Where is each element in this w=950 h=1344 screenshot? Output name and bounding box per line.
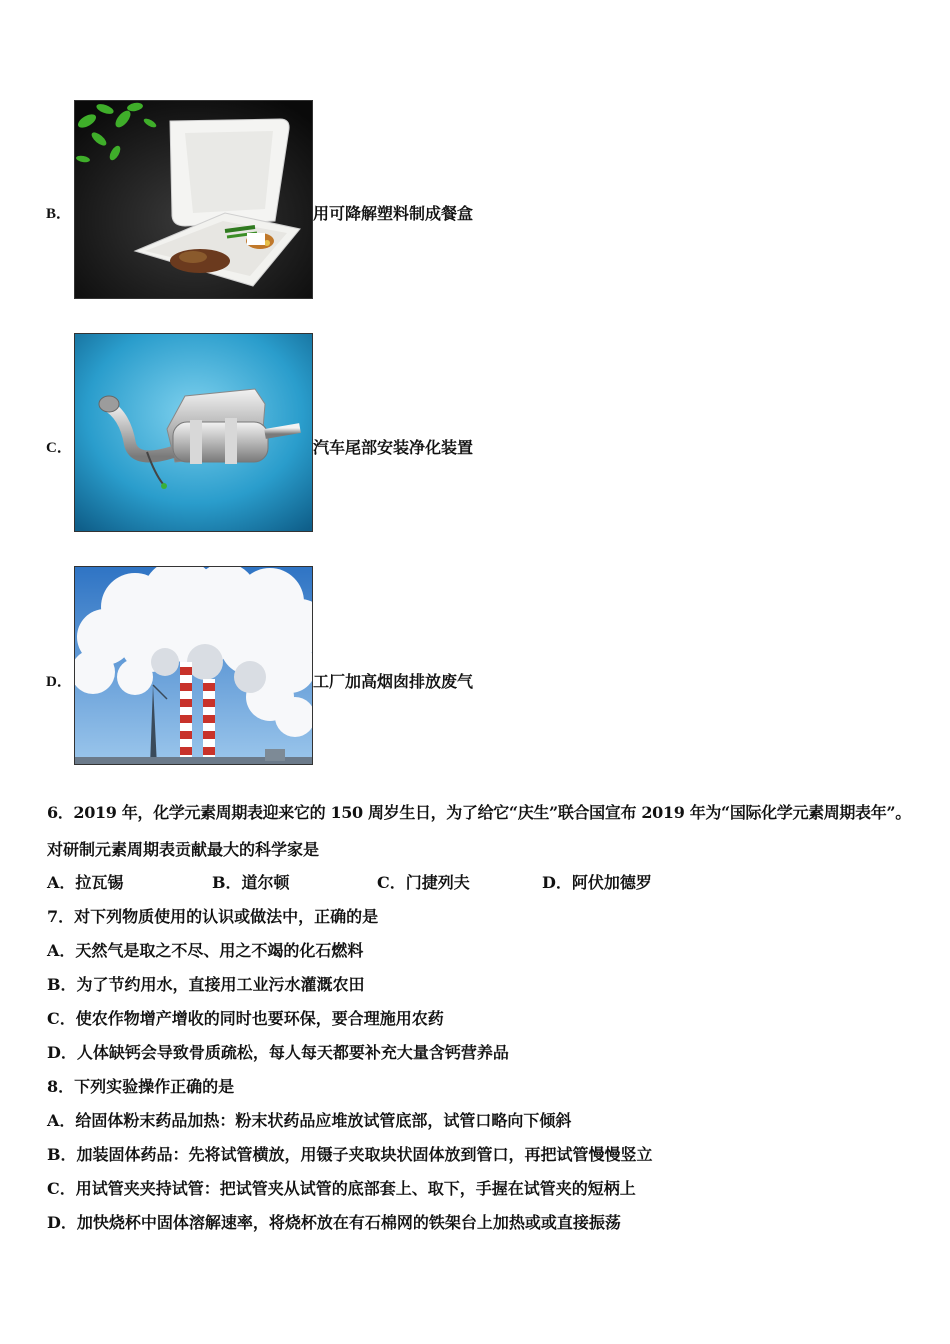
- option-d-label: D．: [46, 674, 72, 690]
- question-6-stem-line1: 6．2019 年，化学元素周期表迎来它的 150 周岁生日，为了给它“庆生”联合国宣布 2019 年为“国际化学元素周期表年”。: [47, 803, 911, 822]
- question-6-option-b: B．道尔顿: [212, 873, 290, 892]
- question-7-option-d: D．人体缺钙会导致骨质疏松，每人每天都要补充大量含钙营养品: [47, 1043, 509, 1062]
- option-d-caption: 工厂加高烟囱排放废气: [313, 672, 474, 691]
- option-b-label: B．: [46, 206, 72, 222]
- question-8-option-c: C．用试管夹夹持试管：把试管夹从试管的底部套上、取下，手握在试管夹的短柄上: [47, 1179, 636, 1198]
- option-c-label: C．: [46, 440, 72, 456]
- factory-chimney-icon: [75, 567, 313, 765]
- catalytic-converter-icon: [75, 334, 313, 532]
- question-7-option-a: A．天然气是取之不尽、用之不竭的化石燃料: [47, 941, 364, 960]
- question-6-option-c: C．门捷列夫: [377, 873, 470, 892]
- question-6-option-a: A．拉瓦锡: [47, 873, 124, 892]
- question-8-option-a: A．给固体粉末药品加热：粉末状药品应堆放试管底部，试管口略向下倾斜: [47, 1111, 572, 1130]
- factory-chimney-smoke-photo: [74, 566, 313, 765]
- question-6-option-d: D．阿伏加德罗: [542, 873, 652, 892]
- option-b-caption: 用可降解塑料制成餐盒: [313, 204, 474, 223]
- option-c-caption: 汽车尾部安装净化装置: [313, 438, 474, 457]
- question-8-option-b: B．加装固体药品：先将试管横放，用镊子夹取块状固体放到管口，再把试管慢慢竖立: [47, 1145, 653, 1164]
- question-6-stem-line2: 对研制元素周期表贡献最大的科学家是: [47, 840, 320, 859]
- question-7-option-b: B．为了节约用水，直接用工业污水灌溉农田: [47, 975, 365, 994]
- biodegradable-lunch-box-photo: [74, 100, 313, 299]
- lunch-box-icon: [75, 101, 313, 299]
- question-8-option-d: D．加快烧杯中固体溶解速率，将烧杯放在有石棉网的铁架台上加热或或直接振荡: [47, 1213, 621, 1232]
- question-7-stem: 7．对下列物质使用的认识或做法中，正确的是: [47, 907, 379, 926]
- question-8-stem: 8．下列实验操作正确的是: [47, 1077, 235, 1096]
- catalytic-converter-photo: [74, 333, 313, 532]
- question-7-option-c: C．使农作物增产增收的同时也要环保，要合理施用农药: [47, 1009, 444, 1028]
